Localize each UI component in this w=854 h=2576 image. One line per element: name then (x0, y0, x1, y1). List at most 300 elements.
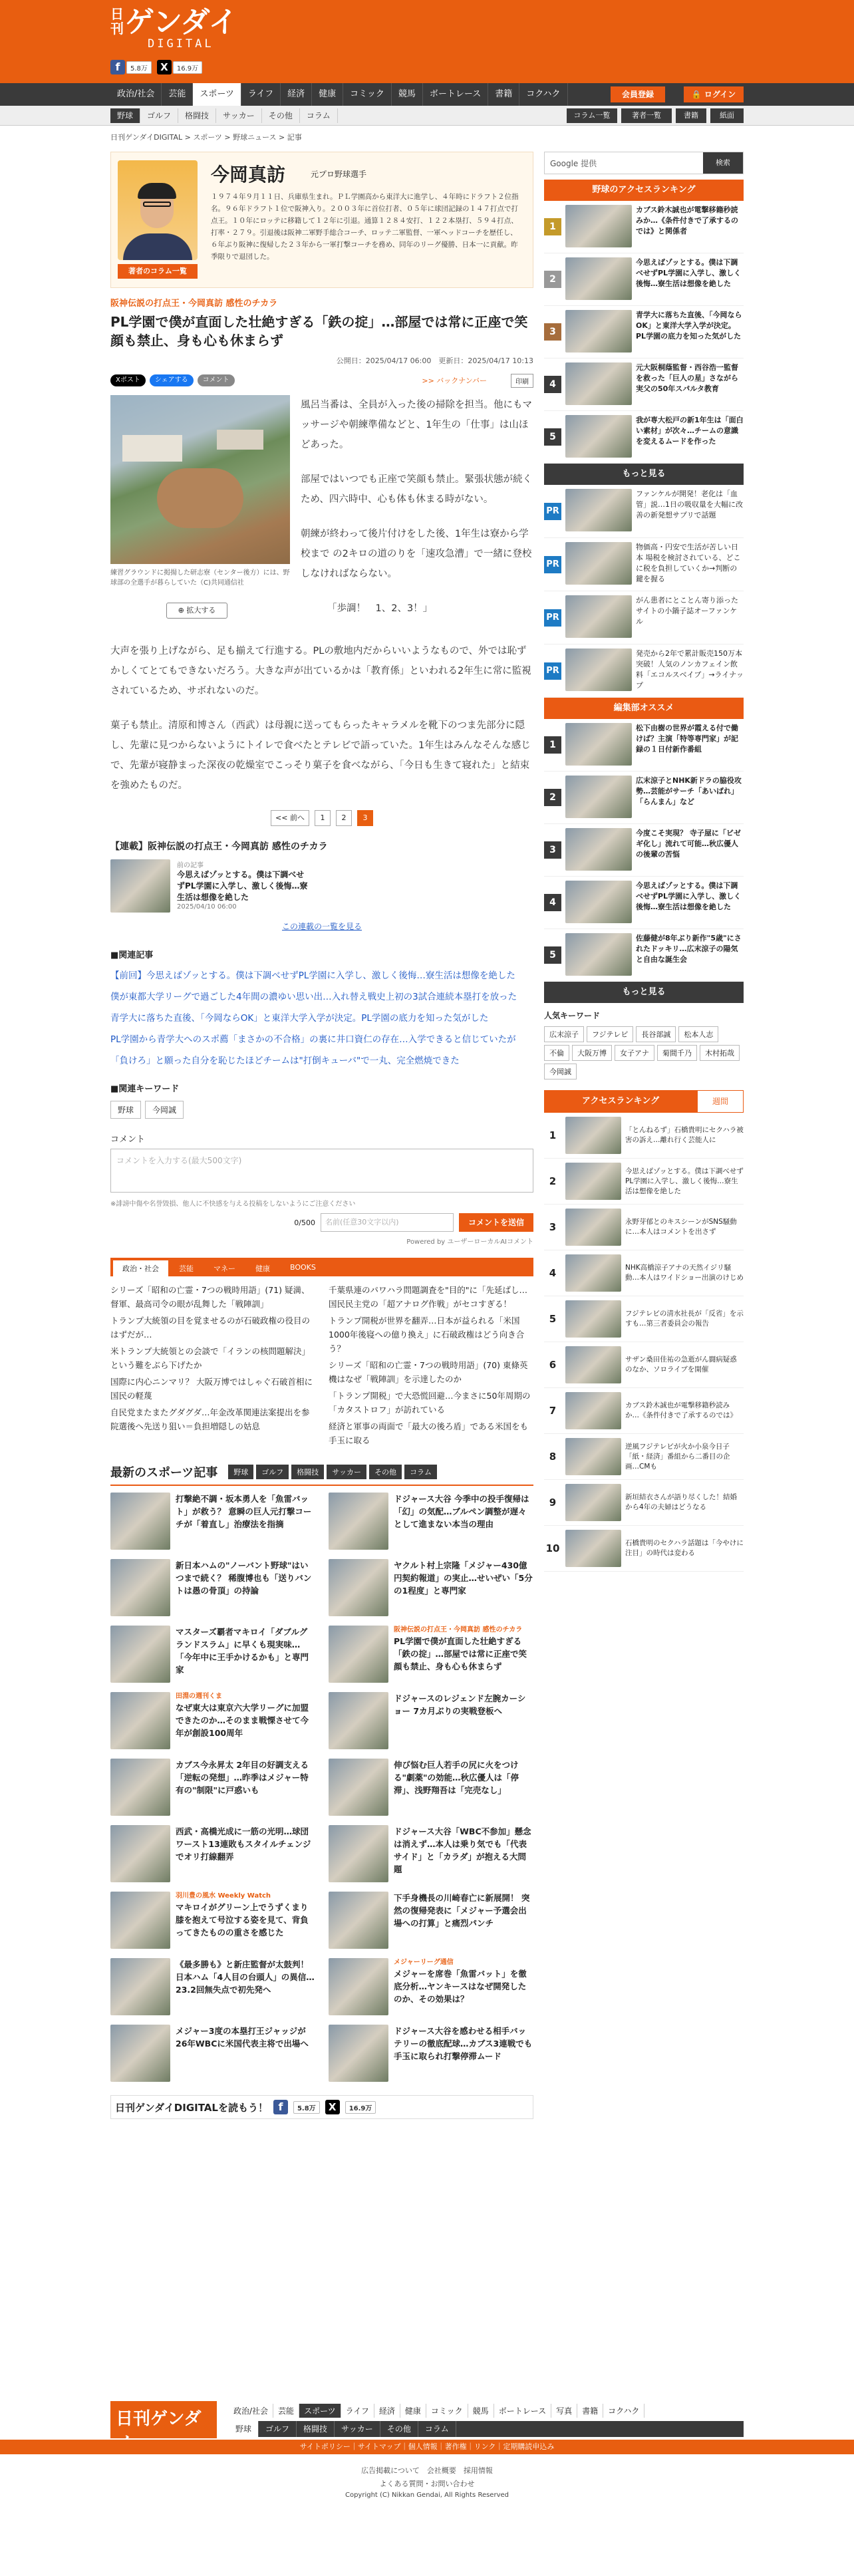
article-label: 阪神伝説の打点王・今岡真訪 感性のチカラ (394, 1626, 523, 1634)
article-thumb (329, 1559, 388, 1616)
subnav-item[interactable]: 野球 (110, 108, 140, 123)
latest-tab[interactable]: 格闘技 (291, 1465, 324, 1479)
register-button[interactable]: 会員登録 (611, 86, 665, 102)
nav-item[interactable]: 芸能 (162, 83, 193, 106)
category-tab[interactable]: 芸能 (179, 1264, 194, 1273)
ranking-item[interactable] (544, 411, 744, 464)
latest-article[interactable] (329, 1692, 533, 1753)
site-footer (0, 2401, 854, 2576)
rec-number: 1 (544, 736, 561, 754)
authors-button[interactable]: 著者一覧 (621, 108, 672, 123)
rec-title: 今思えばゾッとする。僕は下調べせずPL学園に入学し、激しく後悔…寮生活は想像を絶した (636, 881, 742, 911)
keyword-chip[interactable]: 女子アナ (615, 1045, 654, 1061)
article-thumb (110, 1493, 170, 1550)
rec-thumb (565, 881, 632, 923)
latest-article[interactable] (329, 2025, 533, 2086)
published-date: 公開日：2025/04/17 06:00 (336, 357, 432, 365)
access-title: 「とんねるず」石橋貴明にセクハラ被害の訴え…離れ行く芸能人に (625, 1126, 744, 1144)
nav-item[interactable]: 競馬 (392, 83, 423, 106)
news-link[interactable]: 国際に内心ニンマリ？ 大阪万博ではしゃぐ石破首相に国民の軽蔑 (110, 1377, 313, 1401)
facebook-icon[interactable]: f (273, 2100, 288, 2114)
keyword-chip[interactable]: 大阪万博 (572, 1045, 612, 1061)
related-link[interactable]: 青学大に落ちた直後、「今岡ならOK」と東洋大学入学が決定。PL学園の底力を知った気がした (110, 1013, 489, 1024)
follow-box (110, 2095, 533, 2119)
pr-badge: PR (544, 503, 561, 520)
access-item[interactable] (544, 1250, 744, 1296)
pr-thumb (565, 595, 632, 638)
article-title: 《最多勝も》と新庄監督が太鼓判！日本ハム「4人目の台頭人」の異信…23.2回無失点で初先発へ (176, 1959, 315, 1995)
access-item[interactable] (544, 1113, 744, 1159)
updated-date: 更新日：2025/04/17 10:13 (438, 357, 533, 365)
footer-subnav-item[interactable]: サッカー (335, 2421, 380, 2437)
access-number: 1 (549, 1129, 557, 1141)
related-link[interactable]: PL学園から青学大へのスポ薦「まさかの不合格」の裏に井口資仁の存在…入学できると信じていたが (110, 1034, 516, 1045)
access-item[interactable] (544, 1205, 744, 1250)
access-thumb (565, 1117, 621, 1154)
article-title: 下手身機長の川崎春亡に新展開！ 突然の復帰発表に「メジャー予選会出場への打算」と痛烈パンチ (394, 1893, 530, 1928)
article-thumb (329, 1692, 388, 1749)
subnav-item[interactable]: コラム (300, 108, 338, 123)
footer-nav-item[interactable]: コミック (426, 2404, 468, 2418)
print-button[interactable]: 印刷 (511, 374, 533, 388)
footer-subnav-item[interactable]: 野球 (229, 2421, 259, 2437)
x-icon[interactable]: X (157, 60, 172, 74)
article-thumb (329, 1493, 388, 1550)
news-link[interactable]: トランプ開税が世界を翻弄…日本が益られる「米国1000年後寝への億り換え」に石破政権はどう向き合う？ (329, 1316, 525, 1354)
access-title: フジテレビの清水社長が「反省」を示すも…第三者委員会の報告 (625, 1310, 744, 1328)
access-number: 10 (545, 1542, 560, 1554)
comment-submit-button[interactable]: コメントを送信 (459, 1213, 533, 1232)
pr-item[interactable] (544, 538, 744, 591)
serial-prev-label: 前の記事 (177, 862, 204, 869)
pr-badge: PR (544, 609, 561, 627)
latest-article[interactable] (329, 1626, 533, 1687)
footer-nav-item[interactable]: 書籍 (577, 2404, 603, 2418)
rank-thumb (565, 205, 632, 247)
keyword-tag[interactable]: 野球 (110, 1101, 141, 1119)
access-number: 7 (549, 1405, 557, 1417)
footer-faq[interactable]: よくある質問・お問い合わせ (379, 2480, 475, 2488)
article-thumb (110, 1825, 170, 1882)
share-bar (110, 374, 533, 387)
recommend-item[interactable] (544, 824, 744, 877)
ranking-item[interactable] (544, 358, 744, 411)
comment-button[interactable]: コメント (198, 374, 235, 386)
subnav-item[interactable]: ゴルフ (140, 108, 178, 123)
related-link[interactable]: 「負けろ」と願った自分を恥じたほどチームは"打倒キューバ"で一丸、完全燃焼できた (110, 1056, 460, 1066)
pr-item[interactable] (544, 591, 744, 644)
login-button[interactable] (684, 86, 744, 102)
article-title: 伸び悩む巨人若手の尻に火をつける"劇薬"の効能…秋広優人は「停滞」、浅野翔吾は「完売なし」 (394, 1760, 519, 1795)
article-title: メジャー3度の本塁打王ジャッジが26年WBCに米国代表主将で出場へ (176, 2026, 309, 2049)
comment-name-input[interactable]: 名前(任意30文字以内) (321, 1213, 454, 1232)
ranking-item[interactable] (544, 253, 744, 306)
nav-item[interactable]: 書籍 (488, 83, 519, 106)
ranking-item[interactable] (544, 201, 744, 253)
access-item[interactable] (544, 1342, 744, 1388)
article-body-right (301, 395, 533, 633)
latest-tab[interactable]: 野球 (228, 1465, 253, 1479)
recommend-item[interactable] (544, 929, 744, 982)
pr-title: ファンケルが開発！老化は「血管」説…1日の吸収量を大幅に改善の新発想サプリで話題 (636, 490, 743, 519)
access-thumb (565, 1392, 621, 1429)
access-number: 3 (549, 1221, 557, 1233)
rank-number: 5 (544, 428, 561, 446)
latest-article[interactable] (329, 1559, 533, 1620)
latest-tab[interactable]: コラム (404, 1465, 437, 1479)
site-logo[interactable] (110, 7, 237, 51)
article-title: ドジャース大谷「WBC不参加」懸念は消えず…本人は乗り気でも「代表サイド」と「カラダ」が抱える大問題 (394, 1826, 531, 1874)
serial-prev-title: 今思えばゾッとする。僕は下調べせずPL学園に入学し、激しく後悔…寮生活は想像を絶した (177, 870, 308, 902)
access-item[interactable] (544, 1388, 744, 1434)
footer-subnav-item[interactable]: コラム (418, 2421, 456, 2437)
footer-nav-item[interactable]: スポーツ (299, 2404, 341, 2418)
pr-badge: PR (544, 662, 561, 680)
copyright: Copyright (C) Nikkan Gendai, All Rights Reserved (345, 2492, 509, 2499)
keywords-heading: ■関連キーワード (110, 1084, 180, 1094)
access-title: NHK高橋涼子アナの天然イジリ騒動…本人はワイドショー出演のけじめ (625, 1264, 744, 1282)
keyword-chip[interactable]: 木村拓哉 (700, 1045, 740, 1061)
rec-thumb (565, 933, 632, 976)
article-thumb (110, 1692, 170, 1749)
author-bio: １９７４年９月１１日、兵庫県生まれ。ＰＬ学園高から東洋大に進学し、４年時にドラフト２位指名。９６年ドラフト１位で阪神入り。２００３年に首位打者、０５年に球団記録の１４７打点で打点王。１０年にロッテに移籍して１２年に引退。通算１２８４安打、１２２本塁打、５９４打点、打率・２７９。引退後は阪神二軍野手総合コーチ、ロッテ二軍監督、一軍ヘッドコーチを歴任し、６年ぶり阪神に復帰した２３年から一軍打撃コーチを務め、同年のリーグ優勝、日本一に貢献。昨季限りで退団した。 (211, 193, 519, 261)
access-number: 5 (549, 1313, 557, 1325)
rec-thumb (565, 828, 632, 871)
access-item[interactable] (544, 1480, 744, 1526)
article-thumb (329, 1759, 388, 1816)
footer-nav-item[interactable]: ボートレース (494, 2404, 551, 2418)
more-button[interactable]: もっと見る (544, 464, 744, 485)
weekly-tab[interactable]: 週間 (697, 1090, 744, 1113)
rec-title: 広末涼子とNHK新ドラの脇役攻勢…芸能がサーチ「あいばれ」「らんまん」など (636, 776, 742, 806)
footer-subnav-item[interactable]: その他 (380, 2421, 418, 2437)
pagination (110, 810, 533, 826)
social-counts (110, 60, 202, 74)
pr-item[interactable] (544, 485, 744, 538)
footer-policy-bar[interactable]: サイトポリシー｜サイトマップ｜個人情報｜著作権｜リンク｜定期購読申込み (0, 2440, 854, 2454)
rec-number: 5 (544, 946, 561, 964)
comment-textarea[interactable]: コメントを入力する(最大500文字) (110, 1149, 533, 1193)
article-title: ヤクルト村上宗隆「メジャー430億円契約報道」の実止…せいぜい「5分の1程度」と専門家 (394, 1560, 533, 1596)
main-column (110, 132, 533, 2119)
nav-item[interactable]: ボートレース (423, 83, 488, 106)
pr-badge: PR (544, 556, 561, 573)
latest-tab[interactable]: サッカー (327, 1465, 366, 1479)
category-tab[interactable]: 政治・社会 (113, 1260, 168, 1276)
breadcrumb[interactable]: 日刊ゲンダイDIGITAL > スポーツ > 野球ニュース > 記事 (110, 133, 302, 142)
latest-article[interactable] (329, 1825, 533, 1886)
serial-all-link[interactable]: この連載の一覧を見る (281, 922, 362, 931)
article-label: 羽川豊の風水 Weekly Watch (176, 1892, 271, 1900)
zoom-label: 拡大する (186, 606, 216, 615)
category-news (110, 1283, 533, 1450)
latest-article[interactable] (110, 1892, 315, 1953)
article-title: マキロイがグリーン上でうずくまり膝を抱えて号泣する姿を見て、背負ってきたものの重さを感じた (176, 1902, 309, 1937)
news-link[interactable]: 経済と軍事の両面で「最大の後ろ盾」である米国をも手玉に取る (329, 1421, 529, 1445)
footer-nav-item[interactable]: ライフ (341, 2404, 374, 2418)
prev-page-button[interactable]: << 前へ (271, 810, 309, 826)
access-title: 逆風フジテレビが火か小泉今日子「紙・経済」番組から二番目の企画…CMも (625, 1442, 730, 1471)
access-thumb (565, 1163, 621, 1200)
article-photo[interactable] (110, 395, 290, 564)
keyword-chip[interactable]: 長谷部誠 (636, 1026, 676, 1042)
keyword-chip[interactable]: 松本人志 (678, 1026, 718, 1042)
article-thumb (329, 2025, 388, 2082)
related-heading: ■関連記事 (110, 950, 154, 960)
books-button[interactable]: 書籍 (676, 108, 706, 123)
news-link[interactable]: トランプ大統領の目を覚ませるのが石破政権の役目のはずだが… (110, 1316, 311, 1340)
article-thumb (110, 1759, 170, 1816)
news-link[interactable]: 自民党またまたグダグダ…年金改革関連法案提出を参院選後へ先送り狙い＝負担増隠しの姑息 (110, 1407, 310, 1431)
nav-item[interactable]: 健康 (312, 83, 343, 106)
article-series[interactable]: 阪神伝説の打点王・今岡真訪 感性のチカラ (110, 299, 278, 309)
footer-subnav-item[interactable]: 格闘技 (297, 2421, 335, 2437)
access-thumb (565, 1209, 621, 1246)
article-paragraph: 部屋ではいつでも正座で笑顔も禁止。緊張状態が続くため、四六時中、心も体も休まる時がない。 (301, 474, 532, 505)
rec-number: 4 (544, 894, 561, 911)
comment-powered: Powered by ユーザーローカルAIコメント (406, 1238, 533, 1246)
subnav-item[interactable]: その他 (262, 108, 300, 123)
article-thumb (110, 1892, 170, 1949)
footer-nav-item[interactable]: 芸能 (273, 2404, 299, 2418)
page-2[interactable]: 2 (336, 810, 352, 826)
logo-main: ゲンダイ (125, 5, 237, 39)
news-link[interactable]: シリーズ「昭和の亡霊・7つの戦時用語」(70) 東條英機はなぜ「戦陣訓」を示達したのか (329, 1360, 528, 1384)
nav-item[interactable]: 政治/社会 (110, 83, 162, 106)
article-title: マスターズ覇者マキロイ「ダブルグランドスラム」に早くも現実味…「今年中に王手かけるかも」と専門家 (176, 1627, 309, 1675)
access-title: 石橋貴明のセクハラ話題は「今やけに注目」の時代は変わる (625, 1539, 744, 1557)
rank-number: 4 (544, 376, 561, 393)
rec-title: 松下由樹の世界が霞える付で働けば？主演「特等専門家」が記録の１日付新作番組 (636, 724, 738, 754)
article-title: PL学園で僕が直面した壮絶すぎる「鉄の掟」…部屋では常に正座で笑顔も禁止、身も心も休まらず (110, 314, 528, 349)
rank-title: 我が専大松戸の新1年生は「面白い素材」が次々…チームの意識を変えるムードを作った (636, 416, 744, 446)
access-number: 6 (549, 1359, 557, 1371)
article-dates (110, 355, 533, 366)
x-post-button[interactable]: Xポスト (110, 374, 146, 386)
access-ranking-heading: アクセスランキング (544, 1090, 697, 1113)
recommend-item[interactable] (544, 719, 744, 772)
category-tab[interactable]: 健康 (255, 1264, 270, 1273)
nav-item[interactable]: コミック (343, 83, 392, 106)
keyword-tag[interactable]: 今岡誠 (145, 1101, 184, 1119)
comment-count: 0/500 (294, 1218, 315, 1227)
pr-title: 物価高・円安で生活が苦しい日本 場税を検討されている、どこに税を負担していくか→判断の鍵を握る (636, 543, 741, 583)
rank-title: 青学大に落ちた直後、「今岡ならOK」と東洋大学入学が決定。PL学園の底力を知った気がした (636, 311, 742, 341)
article-paragraph: 菓子も禁止。清原和博さん（西武）は母親に送ってもらったキャラメルを靴下のつま先部分に隠し、先輩に見つからないようにトイレで食べたとテレビで語っていた。1年生はみんなそんな感じで、先輩が寝静まった深夜の乾燥室でこっそり菓子を食べながら、「今日も生きて寝れた」と結束を強めたものだ。 (110, 720, 531, 791)
more-button[interactable]: もっと見る (544, 982, 744, 1003)
footer-nav-item[interactable]: 経済 (374, 2404, 400, 2418)
footer-nav-item[interactable]: 政治/社会 (229, 2404, 273, 2418)
rank-number: 2 (544, 271, 561, 288)
latest-article[interactable] (110, 1958, 315, 2019)
serial-prev-article[interactable] (110, 859, 533, 913)
latest-tab[interactable]: ゴルフ (256, 1465, 289, 1479)
author-profile (110, 152, 533, 288)
article-paragraph: 大声を張り上げながら、足も揃えて行進する。PLの敷地内だからいいようなもので、外では恥ずかしくてとてもできないだろう。大きな声が出ているかは「教育係」といわれる2年生に常に監視されているため、サボれないのだ。 (110, 646, 531, 696)
access-thumb (565, 1438, 621, 1475)
search-input[interactable]: Google 提供 (550, 159, 597, 168)
article-paragraph: 「歩調！ 1、2、3！」 (327, 603, 433, 614)
nav-item[interactable]: 経済 (281, 83, 312, 106)
serial-prev-date: 2025/04/10 06:00 (177, 903, 237, 911)
footer-links[interactable]: 広告掲載について 会社概要 採用情報 (361, 2466, 493, 2475)
latest-article[interactable] (110, 1759, 315, 1820)
footer-logo[interactable]: 日刊ゲンダ (110, 2401, 217, 2438)
latest-article[interactable] (110, 1559, 315, 1620)
access-thumb (565, 1300, 621, 1338)
comment-note: ※誹謗中傷や名誉毀損、他人に不快感を与える投稿をしないようにご注意ください (110, 1201, 356, 1208)
news-link[interactable]: 米トランプ大統領との会談で「イランの核問題解決」という難をぶら下げたか (110, 1346, 311, 1370)
latest-article[interactable] (110, 1493, 315, 1554)
access-item[interactable] (544, 1296, 744, 1342)
rank-title: 今思えばゾッとする。僕は下調べせずPL学園に入学し、激しく後悔…寮生活は想像を絶した (636, 258, 742, 288)
rank-title: カブス鈴木誠也が電撃移籍秒読みか…《条件付きで了承するのでは》と関係者 (636, 206, 738, 235)
recommend-heading: 編集部オススメ (544, 698, 744, 719)
article-thumb (329, 1958, 388, 2015)
latest-article[interactable] (329, 1493, 533, 1554)
access-item[interactable] (544, 1159, 744, 1205)
footer-subnav-item[interactable]: ゴルフ (259, 2421, 297, 2437)
article-title: ドジャースのレジェンド左腕カーショー 7カ月ぶりの実戦登板へ (394, 1693, 526, 1716)
latest-article[interactable] (110, 2025, 315, 2086)
latest-article[interactable] (329, 1958, 533, 2019)
news-link[interactable]: 「トランプ開税」で大恐慌回避…今まさに50年周期の「カタストロフ」が訪れている (329, 1391, 531, 1415)
article-paragraph: 風呂当番は、全員が入った後の掃除を担当。他にもマッサージや朝練準備などと、1年生の「仕事」は山ほどあった。 (301, 400, 532, 450)
page-3-current[interactable]: 3 (357, 810, 373, 826)
article-title: PL学園で僕が直面した壮絶すぎる「鉄の掟」…部屋では常に正座で笑顔も禁止、身も心も休まらず (394, 1636, 527, 1671)
latest-article[interactable] (110, 1825, 315, 1886)
keyword-chip[interactable]: 不倫 (544, 1045, 569, 1061)
search-button[interactable]: 検索 (703, 152, 743, 174)
comment-heading: コメント (110, 1135, 146, 1145)
footer-nav-item[interactable]: 健康 (400, 2404, 426, 2418)
backnumber-link[interactable]: >> バックナンバー (422, 376, 487, 385)
footer-nav-item[interactable]: 競馬 (468, 2404, 494, 2418)
news-link[interactable]: シリーズ「昭和の亡霊・7つの戦時用語」(71) 疑満、督軍、最高司令の眼が乱舞した「戦陣訓」 (110, 1285, 310, 1309)
access-title: 新垣結衣さんが語り尽くした！結婚から4年の夫婦はどうなる (625, 1493, 737, 1511)
keyword-chip[interactable]: 今岡誠 (544, 1064, 577, 1079)
column-list-button[interactable]: コラム一覧 (567, 108, 617, 123)
footer-nav-item[interactable]: コクハク (603, 2404, 644, 2418)
article-title: 打撃絶不調・坂本勇人を「魚雷バット」が救う？ 意瞬の巨人元打撃コーチが「着直し」治療法を指摘 (176, 1494, 312, 1529)
site-search (544, 152, 744, 174)
keyword-heading: 人気キーワード (544, 1011, 601, 1020)
page-1[interactable]: 1 (315, 810, 331, 826)
related-link[interactable]: 【前回】今思えばゾッとする。僕は下調べせずPL学園に入学し、激しく後悔…寮生活は想像を絶した (110, 970, 515, 981)
latest-heading: 最新のスポーツ記事 (110, 1466, 218, 1480)
article-photo-block (110, 395, 533, 628)
nav-item[interactable]: コクハク (519, 83, 567, 106)
access-item[interactable] (544, 1526, 744, 1572)
subnav-item[interactable]: サッカー (216, 108, 262, 123)
author-column-button[interactable]: 著者のコラム一覧 (118, 264, 198, 279)
article-title: 西武・高橋光成に一筋の光明…球団ワースト13連敗もスタイルチェンジでオリ打線翻弄 (176, 1826, 311, 1862)
article-label: 田淵の週刊くま (176, 1693, 222, 1700)
rec-title: 佐藤健が8年ぶり新作"5歳"にされたドッキリ…広末涼子の陽気と自由な誕生会 (636, 934, 742, 964)
recommend-item[interactable] (544, 772, 744, 824)
logo-en: DIGITAL (148, 37, 214, 51)
access-thumb (565, 1346, 621, 1383)
access-ranking-header (544, 1090, 744, 1113)
latest-article[interactable] (329, 1759, 533, 1820)
rec-number: 2 (544, 789, 561, 806)
access-title: 永野芽郁とのキスシーンがSNS騒動に…本人はコメントを出さず (625, 1218, 737, 1236)
photo-caption: 練習グラウンドに掲揚した研志寮（センター後方）には、野球部の全選手が暮らしていた（C)共同通信社 (110, 569, 290, 587)
nav-item[interactable]: スポーツ (193, 83, 241, 106)
recommend-item[interactable] (544, 877, 744, 929)
site-header (0, 0, 854, 83)
keyword-chip[interactable]: 菊間千乃 (657, 1045, 697, 1061)
article-thumb (329, 1626, 388, 1683)
pr-title: がん患者にとことん寄り添ったサイトの小鍋子誌オーファンケル (636, 596, 738, 626)
footer-nav-item[interactable]: 写真 (551, 2404, 577, 2418)
paper-button[interactable]: 紙面 (710, 108, 744, 123)
article-thumb (329, 1825, 388, 1882)
facebook-share-button[interactable]: シェアする (150, 374, 194, 386)
related-link[interactable]: 僕が東都大学リーグで過ごした4年間の濃ゆい思い出…入れ替え戦史上初の3試合連続本塁打を放った (110, 992, 517, 1002)
login-label: ログイン (704, 90, 736, 99)
latest-tab[interactable]: その他 (369, 1465, 402, 1479)
access-item[interactable] (544, 1434, 744, 1480)
access-title: カブス鈴木誠也が電撃移籍秒読みか…《条件付きで了承するのでは》 (625, 1401, 737, 1419)
article-label: メジャーリーグ通信 (394, 1959, 454, 1966)
nav-item[interactable]: ライフ (241, 83, 281, 106)
x-count: 16.9万 (345, 2101, 376, 2114)
zoom-button[interactable] (166, 603, 227, 619)
lock-icon: 🔒 (691, 90, 702, 99)
pr-item[interactable] (544, 644, 744, 698)
baseball-ranking-heading: 野球のアクセスランキング (544, 180, 744, 201)
access-thumb (565, 1484, 621, 1521)
main-nav (0, 83, 854, 106)
pr-title: 発売から2年で累計販売150万本突破！人気のノンカフェイン飲料「エコルスベイブ」→ライナップ (636, 649, 744, 690)
latest-sports-header (110, 1463, 533, 1486)
article-title: 新日本ハムの"ノーバント野球"はいつまで続く？ 稀腹博也も「送りバントは愚の骨頂」の持論 (176, 1560, 312, 1596)
access-thumb (565, 1254, 621, 1292)
magnifier-icon: ⊕ (178, 606, 184, 615)
keyword-chip[interactable]: 広末涼子 (544, 1026, 584, 1042)
access-thumb (565, 1530, 621, 1567)
facebook-icon[interactable]: f (110, 60, 125, 74)
serial-heading: 【連載】阪神伝説の打点王・今岡真訪 感性のチカラ (110, 841, 328, 852)
article-title: ドジャース大谷を感わせる相手バッテリーの徹底配球…カブス3連戦でも手玉に取られ打撃停滞ムード (394, 2026, 533, 2061)
latest-article[interactable] (110, 1692, 315, 1753)
sub-nav (0, 106, 854, 126)
rank-thumb (565, 415, 632, 458)
article-thumb (110, 1626, 170, 1683)
latest-article[interactable] (329, 1892, 533, 1953)
news-link[interactable]: 千葉県連のパワハラ問題調査を"目的"に「先延ばし…国民民主党の「超アナログ作戦」がセコすぎる！ (329, 1285, 528, 1309)
rec-thumb (565, 723, 632, 766)
serial-thumb (110, 859, 170, 913)
rank-thumb (565, 310, 632, 353)
latest-article[interactable] (110, 1626, 315, 1687)
sidebar (544, 152, 744, 1572)
ranking-item[interactable] (544, 306, 744, 358)
access-number: 2 (549, 1175, 557, 1187)
keyword-chip[interactable]: フジテレビ (587, 1026, 633, 1042)
rank-title: 元大阪桐蔭監督・西谷浩一監督を救った「巨人の星」さながら実父の50年スパルタ教育 (636, 363, 738, 393)
article-thumb (110, 2025, 170, 2082)
x-icon[interactable]: X (325, 2100, 340, 2114)
article-thumb (110, 1559, 170, 1616)
category-tab[interactable]: マネー (214, 1264, 235, 1273)
article-paragraph: 朝練が終わって後片付けをした後、1年生は寮から学校まで の2キロの道のりを「速攻急漕」で一緒に登校しなければならない。 (301, 529, 532, 579)
subnav-item[interactable]: 格闘技 (178, 108, 216, 123)
facebook-count: 5.8万 (293, 2101, 320, 2114)
author-role: 元プロ野球選手 (311, 170, 367, 179)
category-tab[interactable]: BOOKS (290, 1263, 316, 1272)
